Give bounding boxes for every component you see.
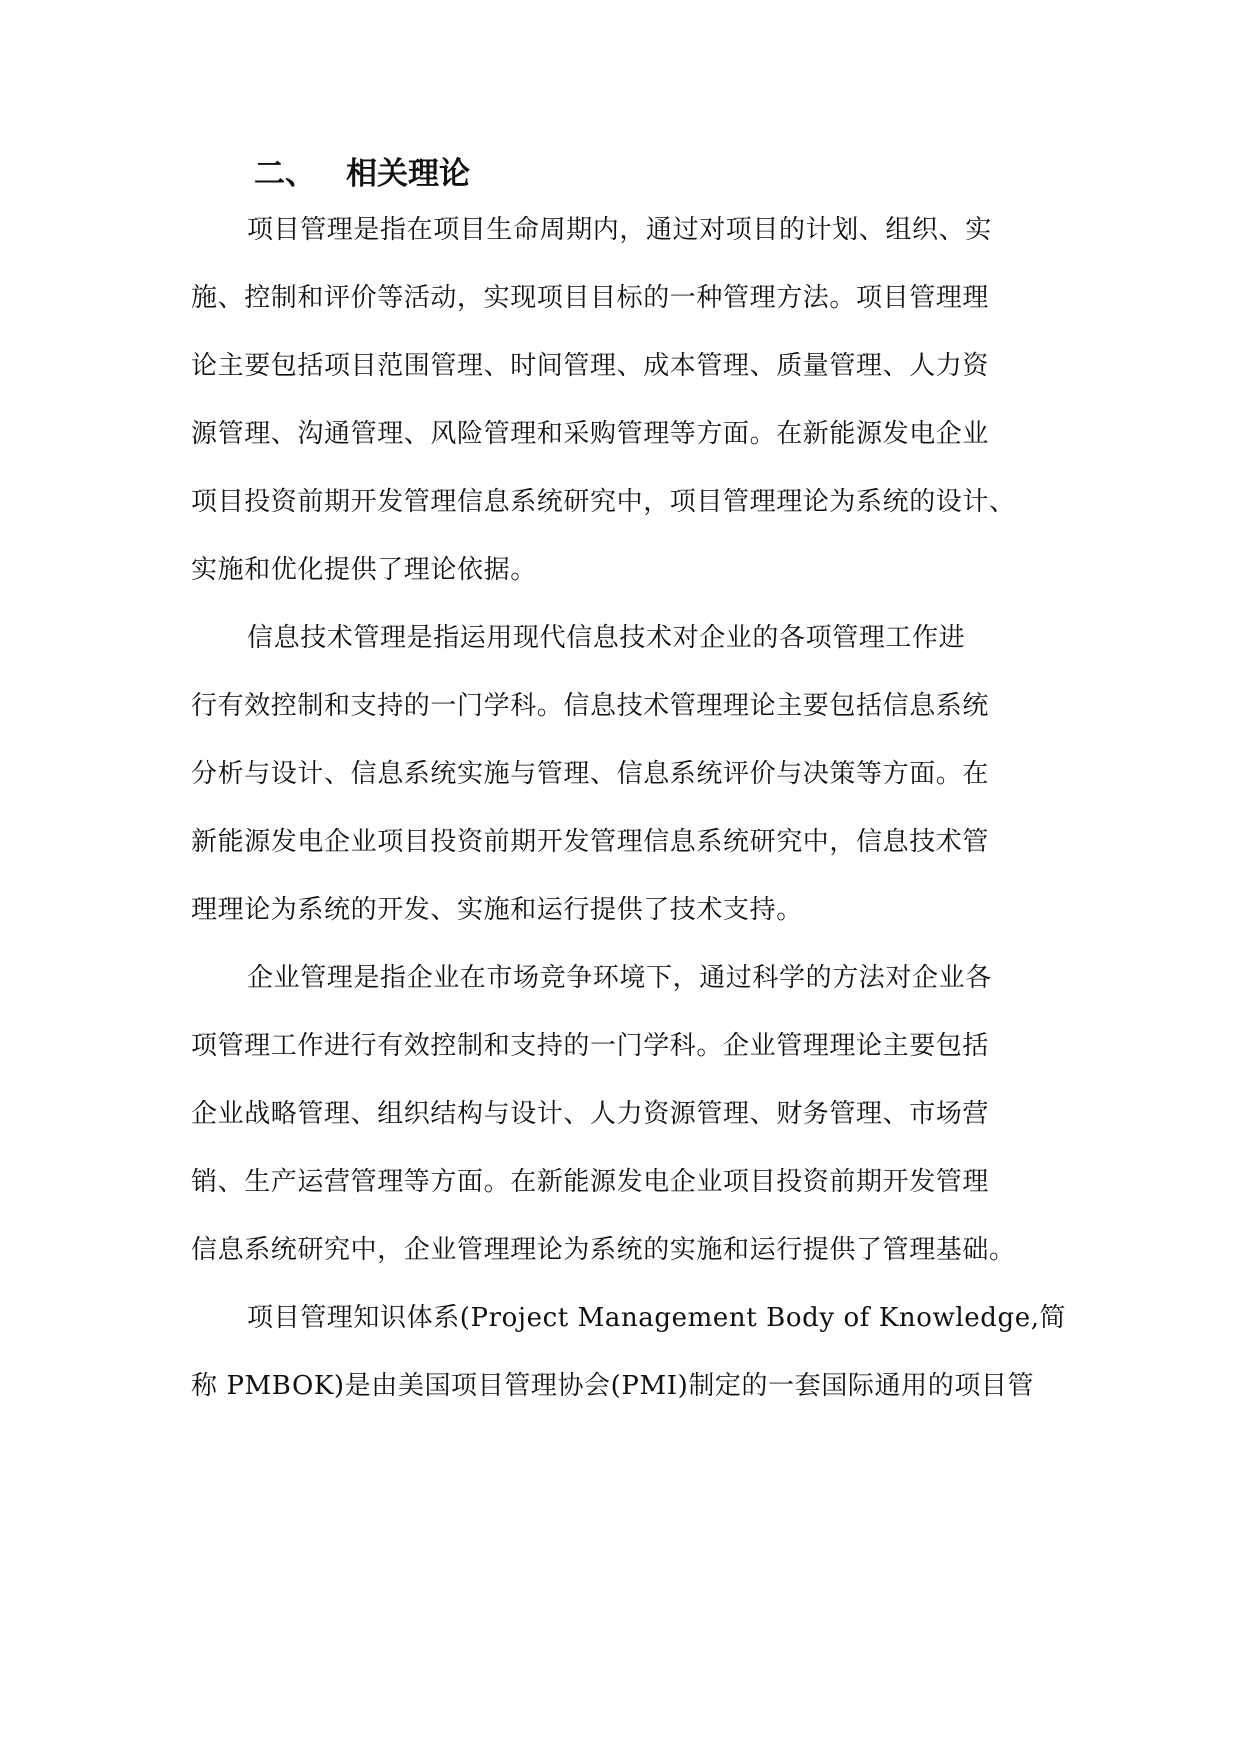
section-title: 相关理论 <box>346 156 470 192</box>
text-line: 项管理工作进行有效控制和支持的一门学科。企业管理理论主要包括 <box>191 1031 990 1061</box>
text-line: 施、控制和评价等活动，实现项目目标的一种管理方法。项目管理理 <box>191 283 990 313</box>
text-line: 销、生产运营管理等方面。在新能源发电企业项目投资前期开发管理 <box>191 1167 990 1197</box>
text-line: 新能源发电企业项目投资前期开发管理信息系统研究中，信息技术管 <box>191 827 990 857</box>
text-line: 分析与设计、信息系统实施与管理、信息系统评价与决策等方面。在 <box>191 759 990 789</box>
text-line: 信息技术管理是指运用现代信息技术对企业的各项管理工作进 <box>247 623 966 653</box>
text-line: 源管理、沟通管理、风险管理和采购管理等方面。在新能源发电企业 <box>191 419 990 449</box>
section-number: 二、 <box>254 156 316 192</box>
text-line: 实施和优化提供了理论依据。 <box>191 555 537 585</box>
text-line: 理理论为系统的开发、实施和运行提供了技术支持。 <box>191 895 803 925</box>
section-heading <box>254 148 470 200</box>
text-line: 项目投资前期开发管理信息系统研究中，项目管理理论为系统的设计、 <box>191 487 1016 517</box>
text-line: 项目管理是指在项目生命周期内，通过对项目的计划、组织、实 <box>247 215 992 245</box>
text-line: 称 PMBOK)是由美国项目管理协会(PMI)制定的一套国际通用的项目管 <box>191 1371 1035 1401</box>
text-line: 行有效控制和支持的一门学科。信息技术管理理论主要包括信息系统 <box>191 691 990 721</box>
text-line: 信息系统研究中，企业管理理论为系统的实施和运行提供了管理基础。 <box>191 1235 1016 1265</box>
text-line: 企业战略管理、组织结构与设计、人力资源管理、财务管理、市场营 <box>191 1099 990 1129</box>
text-line: 企业管理是指企业在市场竞争环境下，通过科学的方法对企业各 <box>247 963 992 993</box>
text-line: 项目管理知识体系(Project Management Body of Knowledge,简 <box>247 1303 1067 1333</box>
text-line: 论主要包括项目范围管理、时间管理、成本管理、质量管理、人力资 <box>191 351 990 381</box>
